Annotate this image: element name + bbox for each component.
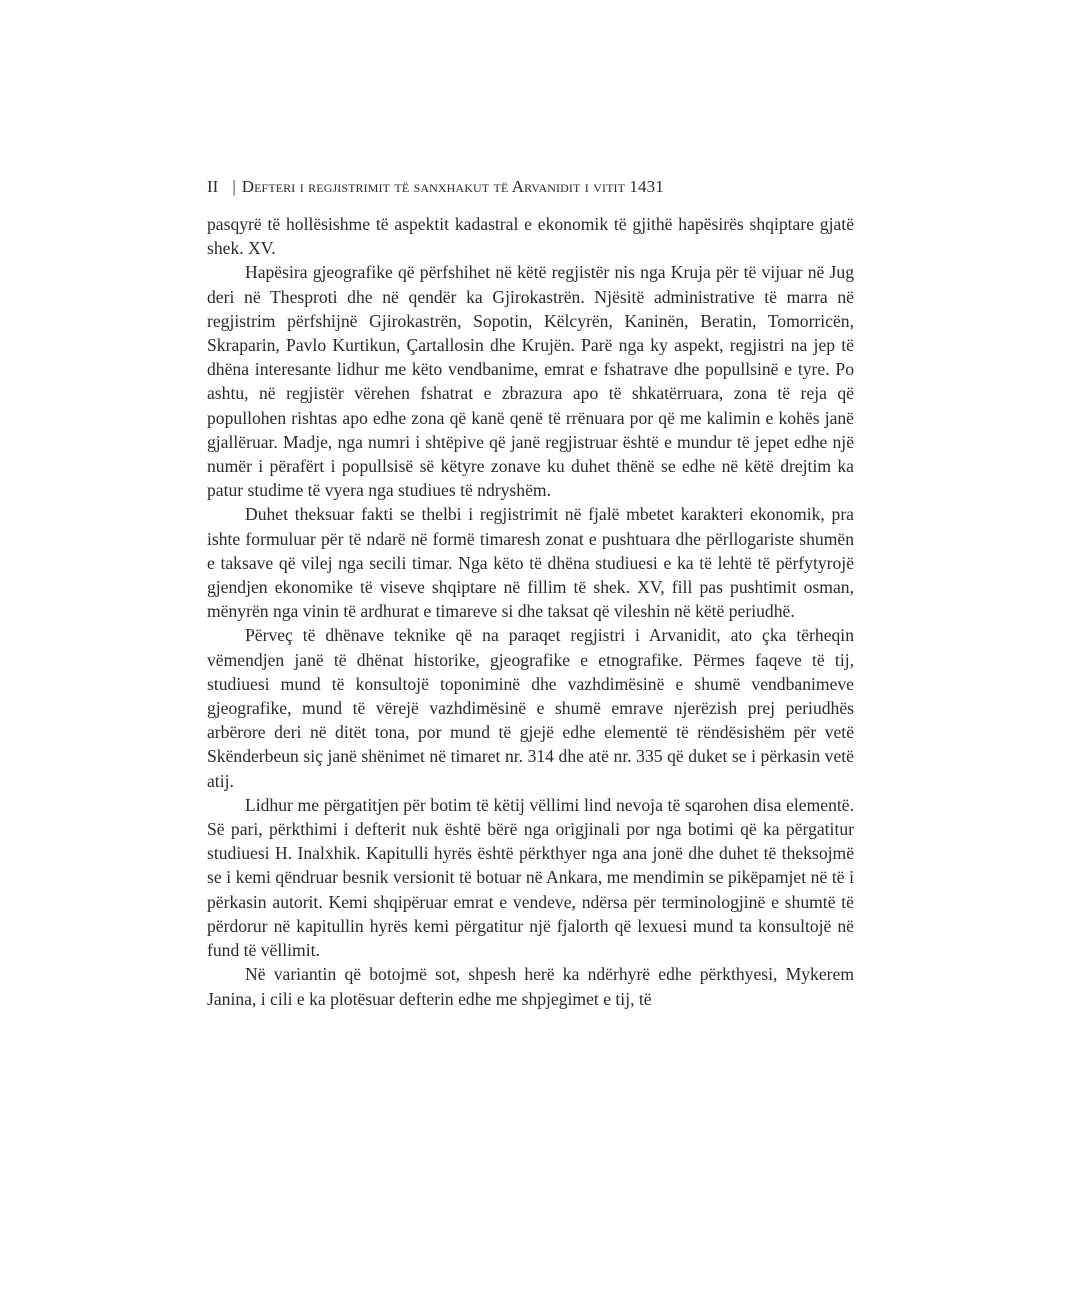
body-text (207, 212, 854, 1011)
paragraph: Lidhur me përgatitjen për botim të këtij vëllimi lind nevoja të sqarohen disa elementë. Së pari, përkthimi i defterit nuk është bërë nga origjinali por nga botimi që ka përgatitur studiuesi H. Inalxhik. Kapitulli hyrës është përkthyer nga ana jonë dhe duhet të theksojmë se i kemi qëndruar besnik versionit të botuar në Ankara, me mendimin se pikëpamjet në të i përkasin autorit. Kemi shqipëruar emrat e vendeve, ndërsa për terminologjinë e shumtë të përdorur në kapitullin hyrës kemi përgatitur një fjalorth që lexuesi mund ta konsultojë në fund të vëllimit. (207, 794, 854, 961)
running-header (207, 176, 854, 198)
paragraph-continuation: pasqyrë të hollësishme të aspektit kadastral e ekonomik të gjithë hapësirës shqiptare gjatë shek. XV. (207, 214, 854, 259)
book-page (207, 176, 854, 1011)
paragraph: Duhet theksuar fakti se thelbi i regjistrimit në fjalë mbetet karakteri ekonomik, pra ishte formuluar për të ndarë në formë timaresh zonat e pushtuara dhe përllogariste shumën e taksave që vilej nga secili timar. Nga këto të dhëna studiuesi e ka të lehtë të përfytyrojë gjendjen ekonomike të viseve shqiptare në fillim të shek. XV, fill pas pushtimit osman, mënyrën nga vinin të ardhurat e timareve si dhe taksat që vileshin në këtë periudhë. (207, 504, 854, 622)
paragraph: Në variantin që botojmë sot, shpesh herë ka ndërhyrë edhe përkthyesi, Mykerem Janina, i cili e ka plotësuar defterin edhe me shpjegimet e tij, të (207, 964, 854, 1009)
page-number: II (207, 177, 219, 196)
paragraph: Hapësira gjeografike që përfshihet në këtë regjistër nis nga Kruja për të vijuar në Jug deri në Thesproti dhe në qendër ka Gjirokastrën. Njësitë administrative të marra në regjistrim përfshijnë Gjirokastrën, Sopotin, Këlcyrën, Kaninën, Beratin, Tomorricën, Skraparin, Pavlo Kurtikun, Çartallosin dhe Krujën. Parë nga ky aspekt, regjistri na jep të dhëna interesante lidhur me këto vendbanime, emrat e fshatrave dhe popullsinë e tyre. Po ashtu, në regjistër vërehen fshatrat e zbrazura apo të shkatërruara, zona të reja që popullohen rishtas apo edhe zona që kanë qenë të rrënuara por që me kalimin e kohës janë gjallëruar. Madje, nga numri i shtëpive që janë regjistruar është e mundur të jepet edhe një numër i përafërt i popullsisë së këtyre zonave ku duhet thënë se edhe në këtë drejtim ka patur studime të vyera nga studiues të ndryshëm. (207, 262, 854, 501)
paragraph: Përveç të dhënave teknike që na paraqet regjistri i Arvanidit, ato çka tërheqin vëmendjen janë të dhënat historike, gjeografike e etnografike. Përmes faqeve të tij, studiuesi mund të konsultojë toponiminë dhe vazhdimësinë e shumë vendbanimeve gjeografike, mund të vërejë vazhdimësinë e shumë emrave njerëzish prej periudhës arbërore deri në ditët tona, por mund të gjejë edhe elementë të rëndësishëm për vetë Skënderbeun siç janë shënimet në timaret nr. 314 dhe atë nr. 335 që duket se i përkasin vetë atij. (207, 625, 854, 791)
running-header-title: Defteri i regjistrimit të sanxhakut të Arvanidit i vitit 1431 (241, 177, 664, 196)
header-separator: | (232, 177, 236, 196)
